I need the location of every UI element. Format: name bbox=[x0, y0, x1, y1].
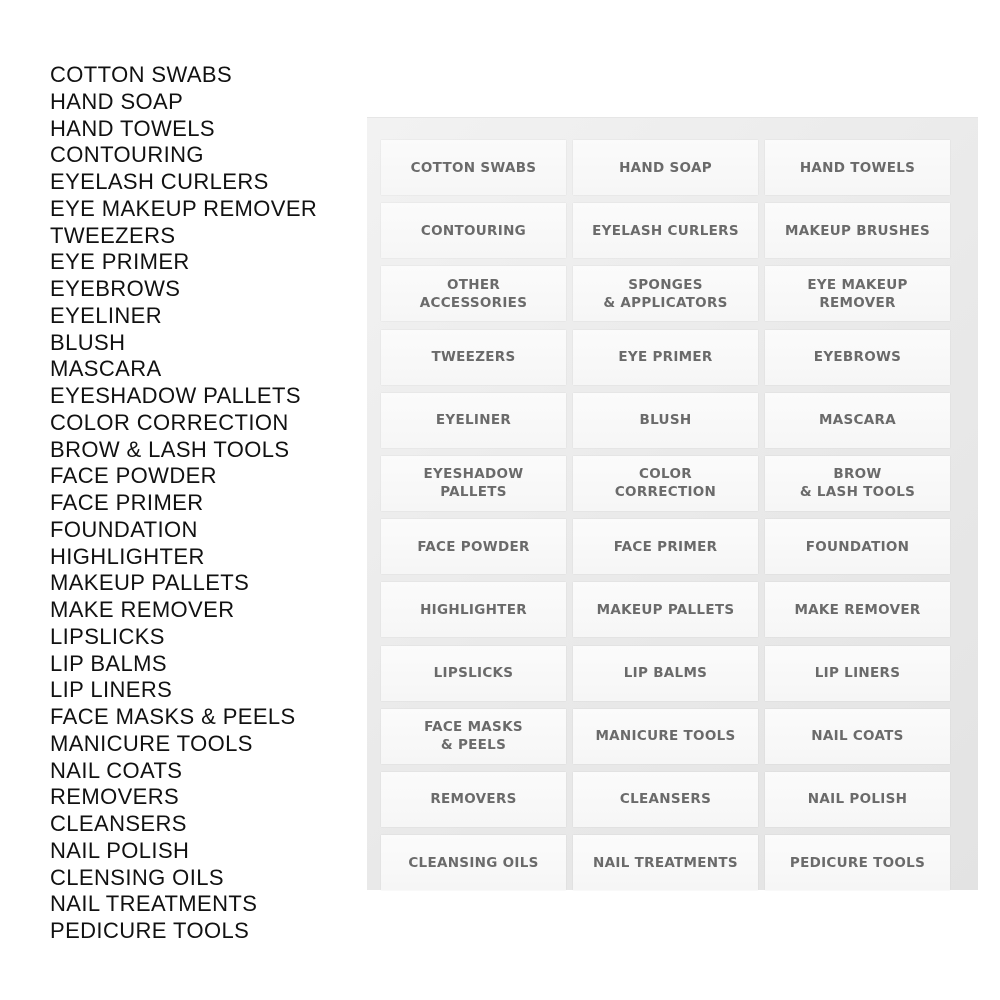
sticker-label bbox=[381, 203, 566, 258]
list-item: EYEBROWS bbox=[50, 276, 181, 301]
sticker-label-text: HAND TOWELS bbox=[799, 159, 916, 176]
sticker-label-text: FACE PRIMER bbox=[613, 538, 718, 555]
sticker-label bbox=[573, 456, 758, 511]
sticker-label bbox=[573, 140, 758, 195]
sticker-label-text: NAIL TREATMENTS bbox=[593, 854, 738, 871]
sticker-label bbox=[381, 456, 566, 511]
sticker-label-text: EYELINER bbox=[435, 412, 512, 429]
sticker-label-text: MAKEUP BRUSHES bbox=[785, 222, 930, 239]
sticker-label bbox=[573, 582, 758, 637]
list-item: EYESHADOW PALLETS bbox=[50, 383, 301, 408]
list-item: FACE PRIMER bbox=[50, 490, 204, 515]
list-item: CONTOURING bbox=[50, 142, 204, 168]
sticker-label bbox=[765, 835, 950, 890]
list-item: TWEEZERS bbox=[50, 222, 176, 248]
sticker-label-text: MASCARA bbox=[819, 412, 896, 429]
sticker-label-text: CONTOURING bbox=[420, 222, 527, 239]
sticker-label bbox=[381, 519, 566, 574]
sticker-label-text: EYESHADOW PALLETS bbox=[423, 466, 524, 501]
list-item: NAIL POLISH bbox=[50, 837, 190, 863]
list-item: MAKEUP PALLETS bbox=[50, 570, 250, 596]
sticker-label bbox=[573, 330, 758, 385]
sticker-label bbox=[765, 266, 950, 321]
sticker-label-text: COLOR CORRECTION bbox=[614, 466, 717, 501]
list-item: HAND SOAP bbox=[50, 88, 184, 114]
sticker-label bbox=[573, 835, 758, 890]
sticker-label bbox=[381, 393, 566, 448]
sticker-label-text: REMOVERS bbox=[430, 791, 517, 808]
sticker-label-text: LIP BALMS bbox=[623, 665, 708, 681]
sticker-label-text: FACE POWDER bbox=[417, 538, 530, 555]
sticker-label bbox=[381, 266, 566, 321]
sticker-label bbox=[381, 835, 566, 890]
sticker-label bbox=[573, 266, 758, 321]
list-item: MANICURE TOOLS bbox=[50, 730, 253, 756]
sticker-label-text: NAIL POLISH bbox=[807, 791, 908, 808]
list-item: LIP BALMS bbox=[50, 650, 167, 676]
sticker-label bbox=[573, 203, 758, 258]
sticker-label bbox=[765, 582, 950, 637]
sticker-label bbox=[573, 393, 758, 448]
list-item: HAND TOWELS bbox=[50, 115, 215, 141]
list-item: HIGHLIGHTER bbox=[50, 543, 205, 569]
sticker-label-text: EYEBROWS bbox=[813, 349, 902, 366]
sticker-label-text: MAKEUP PALLETS bbox=[596, 601, 735, 618]
list-item: EYE PRIMER bbox=[50, 249, 190, 275]
list-item: COLOR CORRECTION bbox=[50, 409, 289, 435]
list-item: CLEANSERS bbox=[50, 811, 187, 836]
list-item: BLUSH bbox=[50, 329, 126, 355]
sticker-label bbox=[765, 330, 950, 385]
sticker-label-text: CLEANSERS bbox=[619, 791, 712, 808]
sticker-label bbox=[765, 203, 950, 258]
list-item: PEDICURE TOOLS bbox=[50, 918, 250, 943]
list-item: LIP LINERS bbox=[50, 677, 173, 703]
list-item: EYE MAKEUP REMOVER bbox=[50, 195, 318, 221]
label-grid bbox=[381, 140, 957, 890]
sticker-label bbox=[765, 709, 950, 764]
sticker-label bbox=[765, 456, 950, 511]
sticker-label-text: TWEEZERS bbox=[431, 349, 516, 366]
sticker-label-text: PEDICURE TOOLS bbox=[789, 854, 926, 871]
sticker-label-text: SPONGES & APPLICATORS bbox=[603, 276, 728, 311]
sticker-label bbox=[381, 709, 566, 764]
sticker-label-text: HIGHLIGHTER bbox=[420, 601, 527, 618]
list-item: CLENSING OILS bbox=[50, 864, 224, 890]
list-item: FACE POWDER bbox=[50, 463, 217, 489]
sticker-label-text: LIPSLICKS bbox=[433, 665, 514, 681]
list-item: MAKE REMOVER bbox=[50, 597, 235, 622]
sticker-label-text: EYELASH CURLERS bbox=[592, 222, 739, 239]
sticker-label bbox=[381, 646, 566, 701]
list-item: REMOVERS bbox=[50, 784, 180, 810]
sticker-label-text: LIP LINERS bbox=[814, 665, 901, 681]
sticker-label bbox=[573, 646, 758, 701]
list-item: LIPSLICKS bbox=[50, 623, 165, 649]
sticker-label-text: CLEANSING OILS bbox=[408, 854, 539, 871]
sticker-label bbox=[381, 772, 566, 827]
sticker-label-text: FACE MASKS & PEELS bbox=[424, 719, 523, 754]
list-item: BROW & LASH TOOLS bbox=[50, 436, 290, 462]
sticker-label-text: BROW & LASH TOOLS bbox=[799, 466, 916, 501]
sticker-label bbox=[765, 772, 950, 827]
item-list bbox=[50, 62, 317, 945]
list-item: MASCARA bbox=[50, 356, 162, 382]
sticker-label bbox=[765, 140, 950, 195]
sticker-label bbox=[765, 646, 950, 701]
sticker-label-text: BLUSH bbox=[639, 412, 692, 429]
list-item: COTTON SWABS bbox=[50, 62, 233, 87]
sticker-label-text: COTTON SWABS bbox=[410, 159, 537, 176]
sticker-label-text: NAIL COATS bbox=[811, 728, 904, 745]
sticker-label-text: MANICURE TOOLS bbox=[595, 728, 736, 745]
list-item: FACE MASKS & PEELS bbox=[50, 704, 296, 729]
sticker-label-text: OTHER ACCESSORIES bbox=[419, 276, 528, 311]
list-item: NAIL COATS bbox=[50, 757, 183, 783]
sticker-label bbox=[381, 140, 566, 195]
sticker-label bbox=[381, 582, 566, 637]
sticker-label bbox=[765, 519, 950, 574]
sticker-label bbox=[573, 709, 758, 764]
sticker-label bbox=[573, 772, 758, 827]
list-item: NAIL TREATMENTS bbox=[50, 891, 258, 917]
sticker-label-text: EYE PRIMER bbox=[618, 349, 713, 366]
sticker-label-text: FOUNDATION bbox=[805, 538, 910, 555]
sticker-label bbox=[573, 519, 758, 574]
label-sheet bbox=[367, 117, 978, 890]
sticker-label bbox=[765, 393, 950, 448]
sticker-label bbox=[381, 330, 566, 385]
sticker-label-text: EYE MAKEUP REMOVER bbox=[807, 276, 908, 311]
list-item: EYELINER bbox=[50, 302, 163, 328]
list-item: FOUNDATION bbox=[50, 516, 198, 542]
sticker-label-text: MAKE REMOVER bbox=[794, 601, 921, 618]
list-item: EYELASH CURLERS bbox=[50, 169, 269, 194]
sticker-label-text: HAND SOAP bbox=[619, 159, 712, 176]
